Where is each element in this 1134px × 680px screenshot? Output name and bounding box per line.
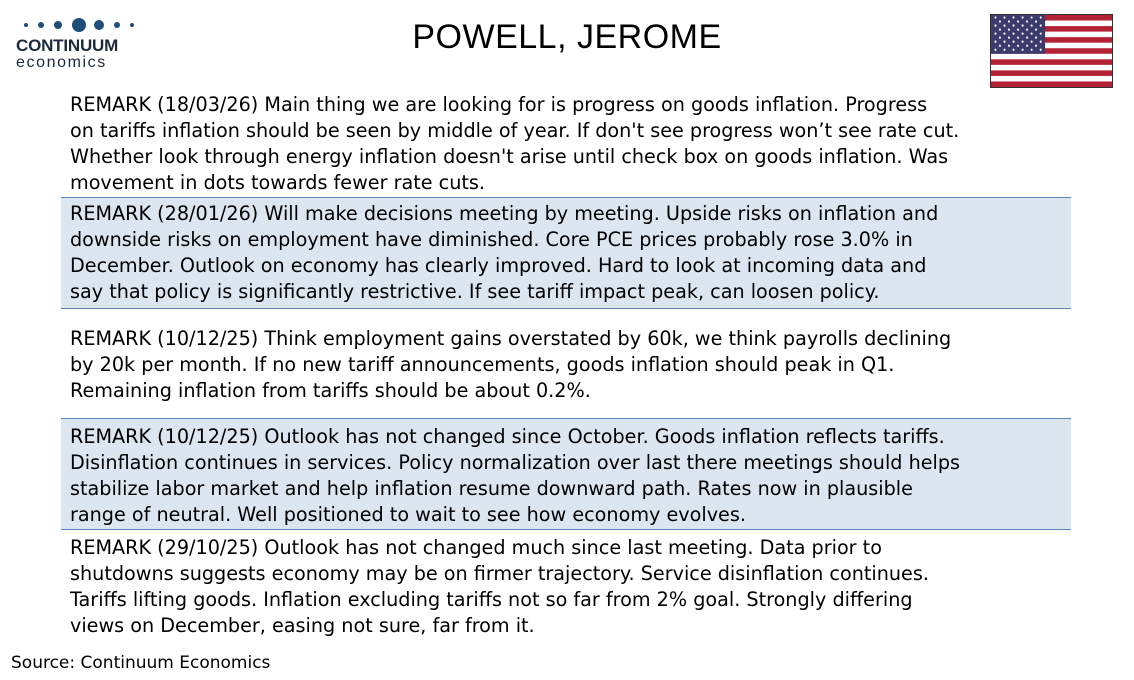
remark-line: December. Outlook on economy has clearly improved. Hard to look at incoming data and	[70, 254, 927, 277]
us-flag-icon	[990, 14, 1113, 88]
remark-line: REMARK (18/03/26) Main thing we are looking for is progress on goods inflation. Progress	[70, 93, 928, 116]
remark-line: by 20k per month. If no new tariff announcements, goods inflation should peak in Q1.	[70, 353, 895, 376]
remark-line: views on December, easing not sure, far from it.	[70, 614, 535, 637]
remark-line: REMARK (10/12/25) Think employment gains overstated by 60k, we think payrolls declining	[70, 327, 952, 350]
remark-line: downside risks on employment have diminished. Core PCE prices probably rose 3.0% in	[70, 228, 913, 251]
remark-block	[61, 309, 1071, 418]
remark-line: Whether look through energy inflation doesn't arise until check box on goods inflation. Was	[70, 145, 949, 168]
page-title: POWELL, JEROME	[412, 18, 722, 56]
remark-line: shutdowns suggests economy may be on firmer trajectory. Service disinflation continues.	[70, 562, 929, 585]
remark-line: range of neutral. Well positioned to wait to see how economy evolves.	[70, 503, 746, 526]
remark-line: movement in dots towards fewer rate cuts.	[70, 171, 485, 194]
remark-line: Disinflation continues in services. Policy normalization over last there meetings should helps	[70, 451, 961, 474]
logo-subwordmark: economics	[16, 54, 107, 71]
remark-line: say that policy is significantly restrictive. If see tariff impact peak, can loosen policy.	[70, 280, 880, 303]
remark-line: on tariffs inflation should be seen by middle of year. If don't see progress won’t see rate cut.	[70, 119, 960, 142]
remark-line: stabilize labor market and help inflation resume downward path. Rates now in plausible	[70, 477, 913, 500]
remark-block	[61, 419, 1071, 529]
logo-wordmark: CONTINUUM	[16, 36, 119, 55]
remark-line: Remaining inflation from tariffs should be about 0.2%.	[70, 379, 591, 402]
remark-block	[61, 92, 1071, 196]
source-note: Source: Continuum Economics	[11, 653, 271, 673]
remark-block	[61, 530, 1071, 640]
remark-block	[61, 198, 1071, 308]
remark-line: REMARK (10/12/25) Outlook has not changed since October. Goods inflation reflects tariffs.	[70, 425, 945, 448]
remark-line: REMARK (29/10/25) Outlook has not changed much since last meeting. Data prior to	[70, 536, 882, 559]
remark-line: Tariffs lifting goods. Inflation excluding tariffs not so far from 2% goal. Strongly differing	[70, 588, 913, 611]
remark-line: REMARK (28/01/26) Will make decisions meeting by meeting. Upside risks on inflation and	[70, 202, 939, 225]
